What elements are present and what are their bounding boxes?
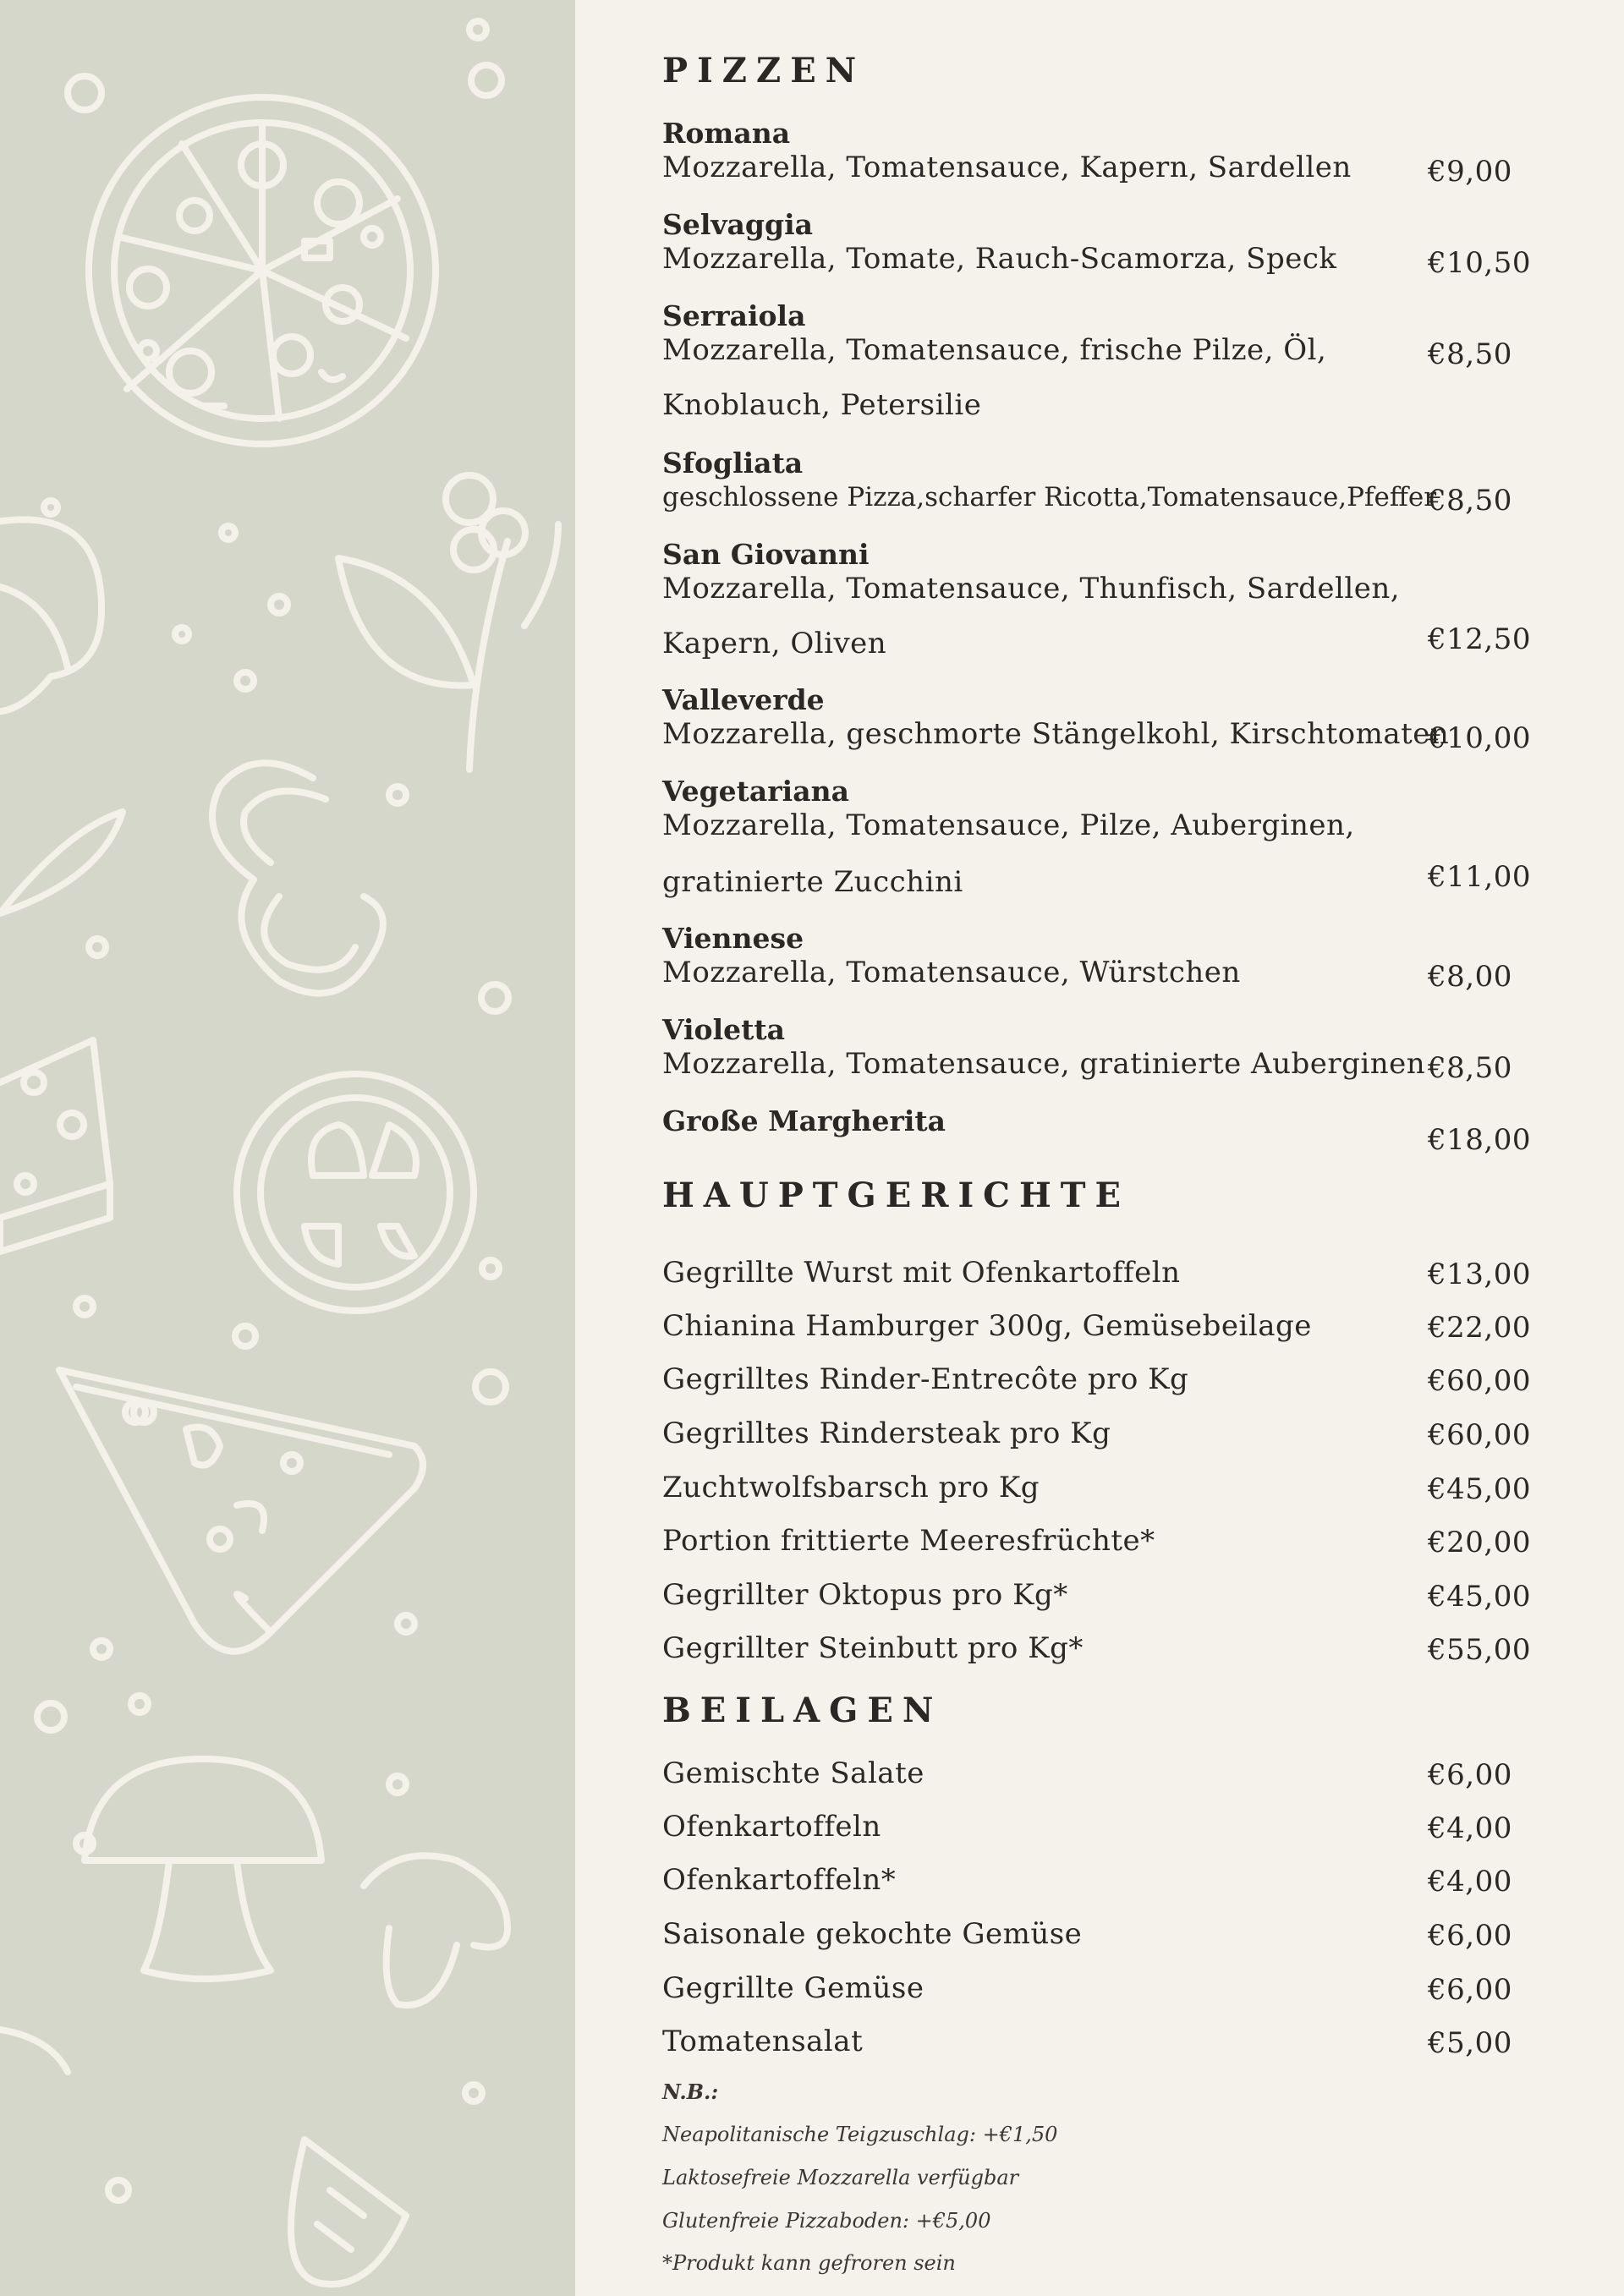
dish-price: €8,50 [1428, 337, 1512, 371]
menu [662, 0, 1542, 2296]
dish-price: €8,00 [1428, 960, 1512, 994]
leaf-icon [0, 812, 123, 913]
mushroom-icon [85, 1759, 508, 2005]
dish-name: Sfogliata [662, 447, 804, 479]
dish-name: Große Margherita [662, 1104, 946, 1137]
tomato-slice-icon [237, 1074, 474, 1311]
dish-name: Viennese [662, 922, 804, 955]
dish-price: €8,50 [1428, 1051, 1512, 1085]
dish-price: €10,50 [1428, 246, 1531, 280]
dish-name: Saisonale gekochte Gemüse [662, 1917, 1083, 1951]
dish-description: Kapern, Oliven [662, 627, 887, 660]
dish-price: €20,00 [1428, 1526, 1531, 1559]
dish-description: Mozzarella, Tomatensauce, gratinierte Auberginen [662, 1047, 1426, 1081]
pasta-icon [212, 763, 383, 993]
dish-price: €22,00 [1428, 1311, 1531, 1345]
dish-name: Gegrilltes Rinder-Entrecôte pro Kg [662, 1362, 1189, 1396]
dish-description: geschlossene Pizza,scharfer Ricotta,Tomatensauce,Pfeffer [662, 482, 1437, 512]
section-title-hauptgerichte: HAUPTGERICHTE [662, 1175, 1131, 1215]
cheese-icon [0, 1040, 110, 1252]
dish-price: €60,00 [1428, 1364, 1531, 1398]
dish-price: €11,00 [1428, 860, 1531, 894]
dish-price: €13,00 [1428, 1258, 1531, 1291]
dish-price: €9,00 [1428, 155, 1512, 189]
dish-name: Gegrillter Oktopus pro Kg* [662, 1578, 1068, 1612]
note-line: Neapolitanische Teigzuschlag: +€1,50 [662, 2123, 1058, 2146]
dish-price: €6,00 [1428, 1973, 1512, 2007]
pizza-icon [89, 97, 436, 444]
decorative-panel [0, 0, 575, 2296]
dish-price: €55,00 [1428, 1633, 1531, 1667]
notes-heading: N.B.: [662, 2080, 719, 2104]
dish-description: Mozzarella, Tomatensauce, frische Pilze, Öl, [662, 333, 1327, 367]
carrot-icon [0, 2030, 406, 2284]
dish-price: €18,00 [1428, 1123, 1531, 1157]
section-title-pizzen: PIZZEN [662, 51, 866, 90]
dish-name: Gegrillte Wurst mit Ofenkartoffeln [662, 1256, 1181, 1290]
dish-name: Chianina Hamburger 300g, Gemüsebeilage [662, 1309, 1312, 1343]
note-line: *Produkt kann gefroren sein [662, 2251, 956, 2275]
dish-price: €6,00 [1428, 1758, 1512, 1792]
dish-description: Mozzarella, Tomatensauce, Kapern, Sardellen [662, 151, 1352, 184]
dish-name: San Giovanni [662, 538, 870, 571]
dish-name: Zuchtwolfsbarsch pro Kg [662, 1471, 1040, 1504]
dish-name: Selvaggia [662, 208, 813, 241]
dish-description: gratinierte Zucchini [662, 865, 963, 899]
dish-price: €45,00 [1428, 1580, 1531, 1614]
pizza-slice-icon [59, 1370, 423, 1652]
dish-description: Mozzarella, Tomatensauce, Thunfisch, Sardellen, [662, 572, 1401, 606]
dish-description: Knoblauch, Petersilie [662, 388, 982, 422]
dish-price: €6,00 [1428, 1919, 1512, 1953]
dish-price: €5,00 [1428, 2026, 1512, 2060]
note-line: Glutenfreie Pizzaboden: +€5,00 [662, 2209, 991, 2233]
dish-price: €12,50 [1428, 622, 1531, 656]
dish-price: €4,00 [1428, 1811, 1512, 1845]
dish-name: Vegetariana [662, 775, 849, 808]
dish-name: Romana [662, 117, 791, 150]
dish-name: Ofenkartoffeln* [662, 1863, 897, 1897]
dish-description: Mozzarella, Tomatensauce, Würstchen [662, 956, 1241, 989]
olive-branch-icon [338, 475, 558, 770]
dish-price: €60,00 [1428, 1418, 1531, 1452]
dish-name: Violetta [662, 1013, 785, 1046]
dish-price: €45,00 [1428, 1472, 1531, 1506]
dish-name: Valleverde [662, 683, 825, 716]
note-line: Laktosefreie Mozzarella verfügbar [662, 2166, 1019, 2189]
mushroom-icon [0, 519, 102, 711]
dish-name: Gegrillter Steinbutt pro Kg* [662, 1631, 1084, 1665]
dish-name: Gemischte Salate [662, 1756, 924, 1790]
dish-name: Portion frittierte Meeresfrüchte* [662, 1524, 1155, 1558]
dish-price: €4,00 [1428, 1865, 1512, 1899]
dish-price: €10,00 [1428, 721, 1531, 755]
dish-description: Mozzarella, Tomatensauce, Pilze, Auberginen, [662, 808, 1355, 842]
dish-description: Mozzarella, geschmorte Stängelkohl, Kirschtomaten [662, 717, 1450, 751]
dish-name: Serraiola [662, 299, 806, 332]
dish-name: Gegrillte Gemüse [662, 1971, 924, 2005]
dish-description: Mozzarella, Tomate, Rauch-Scamorza, Speck [662, 242, 1337, 276]
section-title-beilagen: BEILAGEN [662, 1690, 943, 1730]
dish-name: Gegrilltes Rindersteak pro Kg [662, 1417, 1111, 1450]
dish-name: Tomatensalat [662, 2025, 864, 2058]
dish-name: Ofenkartoffeln [662, 1810, 881, 1844]
dish-price: €8,50 [1428, 484, 1512, 518]
